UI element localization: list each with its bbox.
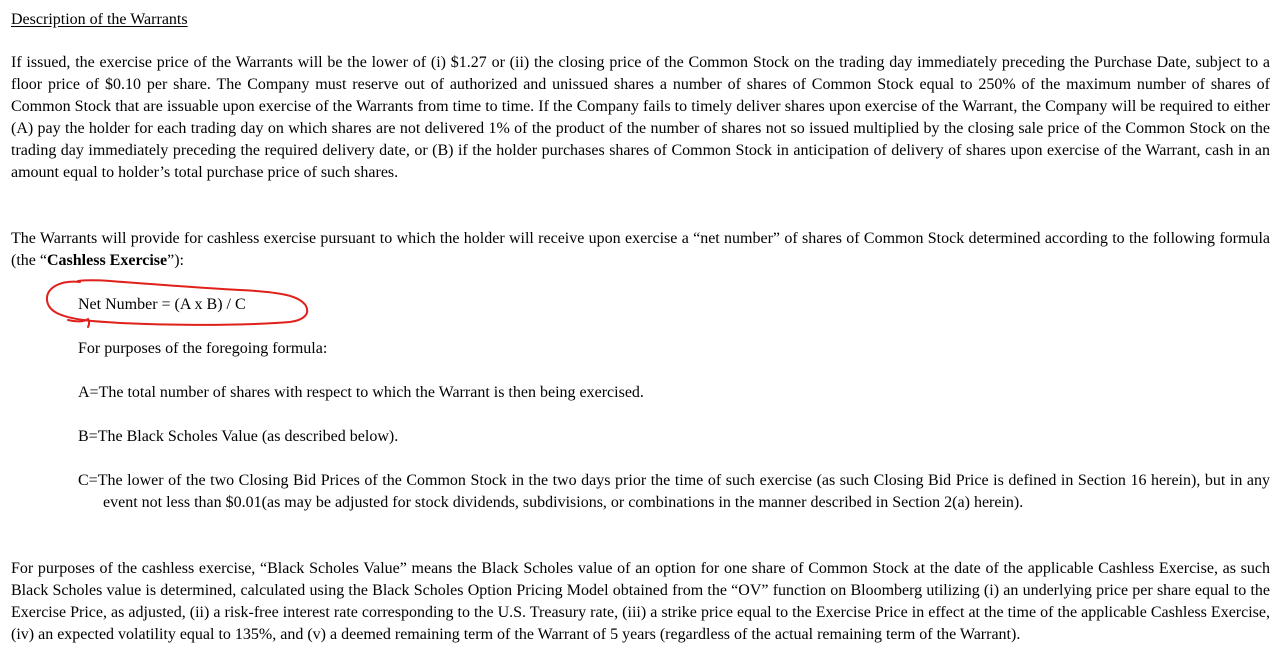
definition-c-label: C= bbox=[78, 472, 98, 489]
black-scholes-paragraph: For purposes of the cashless exercise, “Black Scholes Value” means the Black Scholes value of an option for one share of Common Stock at the date of the applicable Cashless Exercise, as such Black Scholes value is determined, calculated using the Black Scholes Option Pricing Model obtained from the “OV” function on Bloomberg utilizing (i) an underlying price per share equal to the Exercise Price, as adjusted, (ii) a risk-free interest rate corresponding to the U.S. Treasury rate, (iii) a strike price equal to the Exercise Price in effect at the time of the applicable Cashless Exercise, (iv) an expected volatility equal to 135%, and (v) a deemed remaining term of the Warrant of 5 years (regardless of the actual remaining term of the Warrant). bbox=[11, 560, 1270, 643]
definition-b-label: B= bbox=[78, 428, 98, 445]
formula-intro: For purposes of the foregoing formula: bbox=[78, 340, 328, 357]
cashless-exercise-paragraph bbox=[11, 228, 1270, 272]
annotation-tail-stroke bbox=[68, 319, 89, 327]
exercise-price-paragraph: If issued, the exercise price of the Warrants will be the lower of (i) $1.27 or (ii) the closing price of the Common Stock on the trading day immediately preceding the Purchase Date, subject to a floor price of $0.10 per share. The Company must reserve out of authorized and unissued shares a number of shares of Common Stock equal to 250% of the maximum number of shares of Common Stock that are issuable upon exercise of the Warrants from time to time. If the Company fails to timely deliver shares upon exercise of the Warrant, the Company will be required to either (A) pay the holder for each trading day on which shares are not delivered 1% of the product of the number of shares not so issued multiplied by the closing sale price of the Common Stock on the trading day immediately preceding the required delivery date, or (B) if the holder purchases shares of Common Stock in anticipation of delivery of shares upon exercise of the Warrant, cash in an amount equal to holder’s total purchase price of such shares. bbox=[11, 54, 1270, 181]
definition-b bbox=[78, 426, 398, 448]
definition-b-text: The Black Scholes Value (as described below). bbox=[97, 428, 399, 445]
section-heading: Description of the Warrants bbox=[11, 11, 188, 28]
definition-c-text: The lower of the two Closing Bid Prices of the Common Stock in the two days prior the time of such exercise (as such Closing Bid Price is defined in Section 16 herein), but in any event not less than $0.01(as may be adjusted for stock dividends, subdivisions, or combinations in the manner described in Section 2(a) herein). bbox=[97, 472, 1270, 511]
definition-c bbox=[78, 470, 1270, 514]
cashless-exercise-term: Cashless Exercise bbox=[46, 252, 168, 269]
definition-a-label: A= bbox=[78, 384, 99, 401]
definition-a bbox=[78, 382, 644, 404]
cashless-intro-text: The Warrants will provide for cashless exercise pursuant to which the holder will receive upon exercise a “net number” of shares of Common Stock determined according to the following formula (the “ bbox=[11, 230, 1270, 269]
net-number-formula: Net Number = (A x B) / C bbox=[78, 296, 246, 313]
cashless-intro-close: ”): bbox=[167, 252, 184, 269]
definition-a-text: The total number of shares with respect to which the Warrant is then being exercised. bbox=[98, 384, 644, 401]
